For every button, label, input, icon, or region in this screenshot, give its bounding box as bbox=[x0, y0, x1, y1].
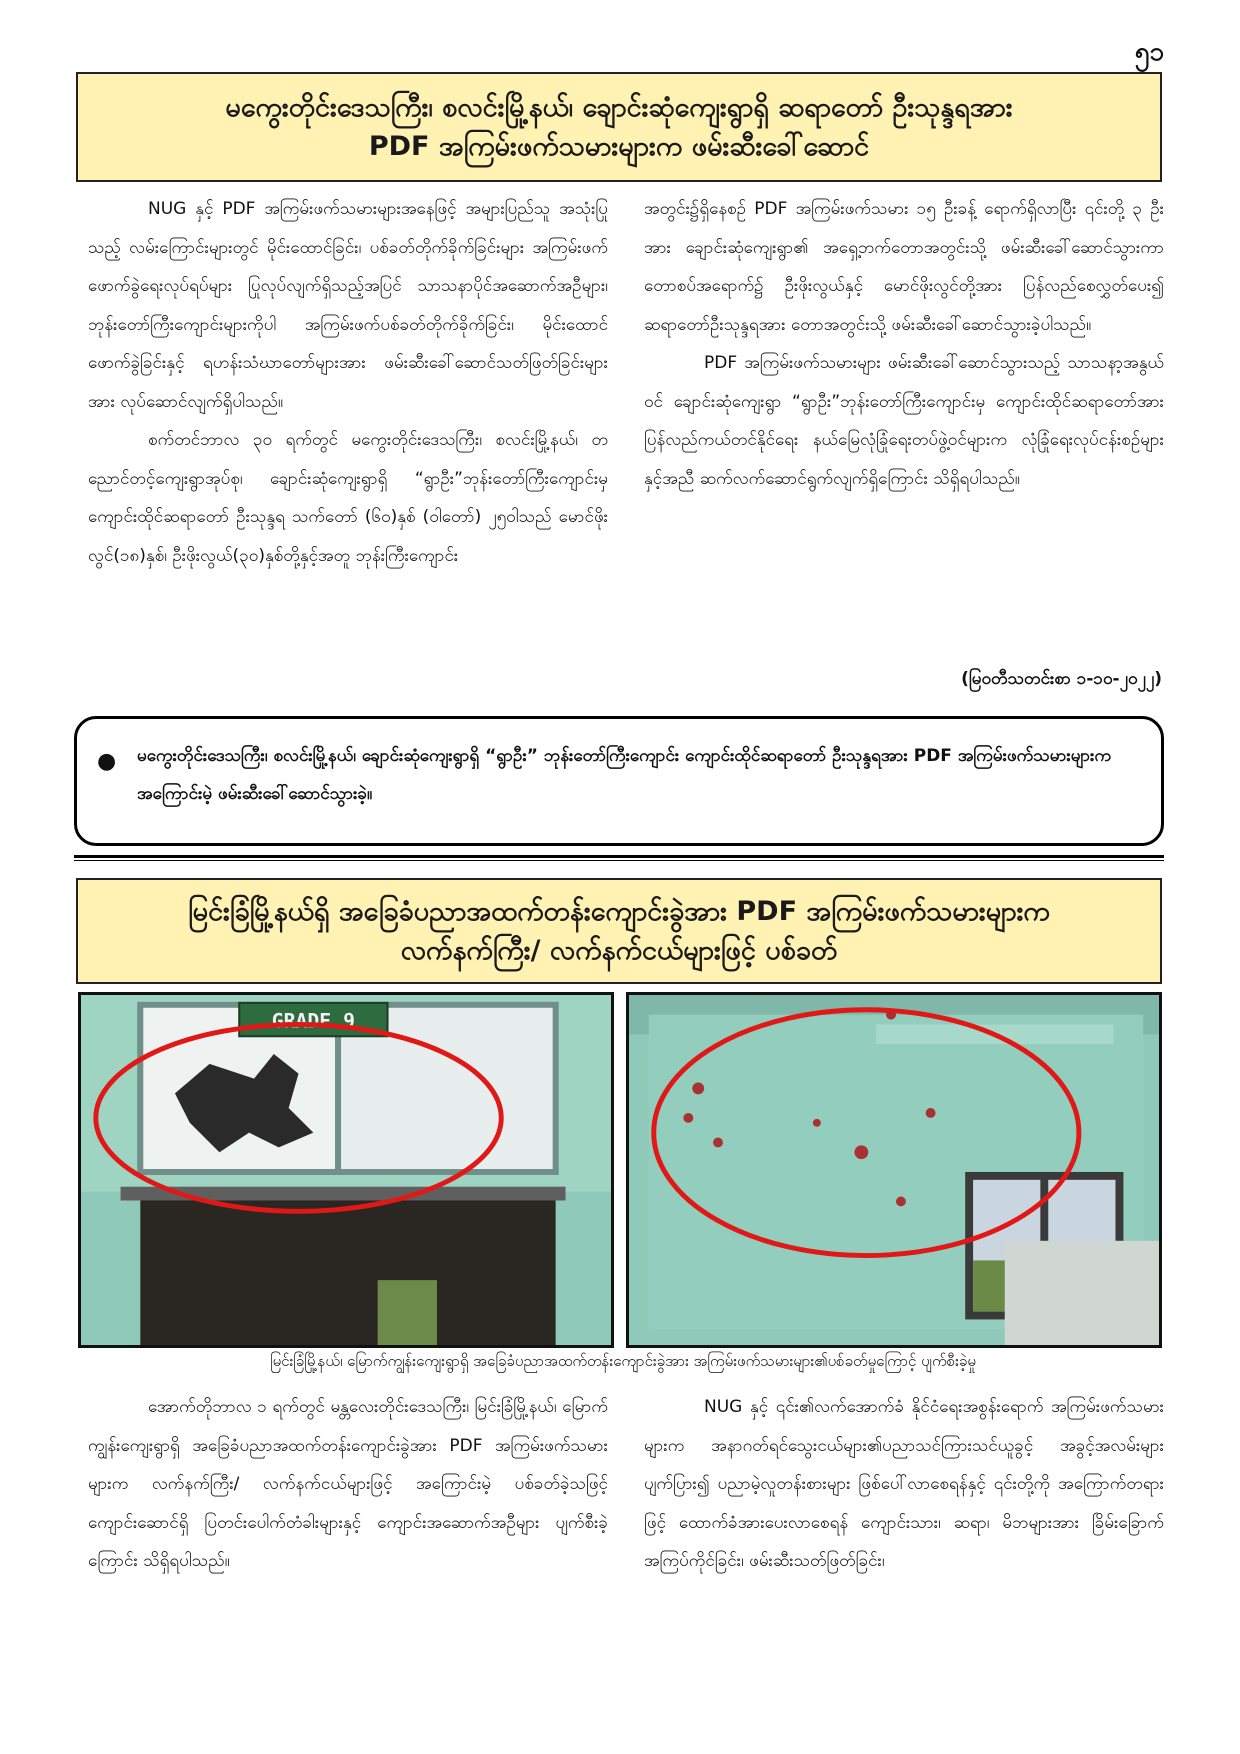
article1-headline bbox=[76, 72, 1162, 182]
article1-paragraph: NUG နှင့် PDF အကြမ်းဖက်သမားများအနေဖြင့် အများပြည်သူ အသုံးပြုသည့် လမ်းကြောင်းများတွင် မိုင်းထောင်ခြင်း၊ ပစ်ခတ်တိုက်ခိုက်ခြင်းများ အကြမ်းဖက်ဖောက်ခွဲရေးလုပ်ရပ်များ ပြုလုပ်လျက်ရှိသည့်အပြင် သာသနာပိုင်အဆောက်အဦများ၊ ဘုန်းတော်ကြီးကျောင်းများကိုပါ အကြမ်းဖက်ပစ်ခတ်တိုက်ခိုက်ခြင်း၊ မိုင်းထောင်ဖောက်ခွဲခြင်းနှင့် ရဟန်းသံဃာတော်များအား ဖမ်းဆီးခေါ်ဆောင်သတ်ဖြတ်ခြင်းများအား လုပ်ဆောင်လျက်ရှိပါသည်။ bbox=[88, 199, 608, 412]
summary-text: မကွေးတိုင်းဒေသကြီး၊ စလင်းမြို့နယ်၊ ချောင်းဆုံကျေးရွာရှိ “ရွာဦး” ဘုန်းတော်ကြီးကျောင်း ကျောင်းထိုင်ဆရာတော် ဦးသုန္ဒရအား PDF အကြမ်းဖက်သမားများက အကြောင်းမဲ့ ဖမ်းဆီးခေါ်ဆောင်သွားခဲ့။ bbox=[137, 746, 1112, 804]
article1-paragraph: PDF အကြမ်းဖက်သမားများ ဖမ်းဆီးခေါ်ဆောင်သွားသည့် သာသနာ့အနွယ်ဝင် ချောင်းဆုံကျေးရွာ “ရွာဦး”ဘုန်းတော်ကြီးကျောင်းမှ ကျောင်းထိုင်ဆရာတော်အား ပြန်လည်ကယ်တင်နိုင်ရေး နယ်မြေလုံခြုံရေးတပ်ဖွဲ့ဝင်များက လုံခြုံရေးလုပ်ငန်းစဉ်များနှင့်အညီ ဆက်လက်ဆောင်ရွက်လျက်ရှိကြောင်း သိရှိရပါသည်။ bbox=[644, 353, 1164, 489]
article1-left-column bbox=[88, 190, 608, 575]
article2-paragraph: NUG နှင့် ၎င်း၏လက်အောက်ခံ နိုင်ငံရေးအစွန်းရောက် အကြမ်းဖက်သမားများက အနာဂတ်ရင်သွေးငယ်များ၏ပညာသင်ကြားသင်ယူခွင့် အခွင့်အလမ်းများ ပျက်ပြား၍ ပညာမဲ့လူတန်းစားများ ဖြစ်ပေါ်လာစေရန်နှင့် ၎င်းတို့ကို အကြောက်တရားဖြင့် ထောက်ခံအားပေးလာစေရန် ကျောင်းသား၊ ဆရာ၊ မိဘများအား ခြိမ်းခြောက်အကြပ်ကိုင်ခြင်း၊ ဖမ်းဆီးသတ်ဖြတ်ခြင်း၊ bbox=[644, 1397, 1164, 1571]
grade-sign-text: GRADE.9 bbox=[271, 1009, 356, 1033]
article2-headline-line2: လက်နက်ကြီး/ လက်နက်ငယ်များဖြင့် ပစ်ခတ် bbox=[400, 935, 838, 966]
article1-paragraph: စက်တင်ဘာလ ၃၀ ရက်တွင် မကွေးတိုင်းဒေသကြီး၊ စလင်းမြို့နယ်၊ တညောင်တင့်ကျေးရွာအုပ်စု၊ ချောင်းဆုံကျေးရွာရှိ “ရွာဦး”ဘုန်းတော်ကြီးကျောင်းမှ ကျောင်းထိုင်ဆရာတော် ဦးသုန္ဒရ သက်တော် (၆၀)နှစ် (ဝါတော်) ၂၅ဝါသည် မောင်ဖိုးလွင်(၁၈)နှစ်၊ ဦးဖိုးလွယ်(၃၀)နှစ်တို့နှင့်အတူ ဘုန်းကြီးကျောင်း bbox=[88, 430, 608, 566]
article2-paragraph: အောက်တိုဘာလ ၁ ရက်တွင် မန္တလေးတိုင်းဒေသကြီး၊ မြင်းခြံမြို့နယ်၊ မြောက်ကျွန်းကျေးရွာရှိ အခြေခံပညာအထက်တန်းကျောင်းခွဲအား PDF အကြမ်းဖက်သမားများက လက်နက်ကြီး/ လက်နက်ငယ်များဖြင့် အကြောင်းမဲ့ ပစ်ခတ်ခဲ့သဖြင့် ကျောင်းဆောင်ရှိ ပြတင်းပေါက်တံခါးများနှင့် ကျောင်းအဆောက်အဦများ ပျက်စီးခဲ့ကြောင်း သိရှိရပါသည်။ bbox=[88, 1397, 608, 1571]
article2-headline-line1: မြင်းခြံမြို့နယ်ရှိ အခြေခံပညာအထက်တန်းကျောင်းခွဲအား PDF အကြမ်းဖက်သမားများက bbox=[188, 895, 1050, 927]
article1-headline-line2: PDF အကြမ်းဖက်သမားများက ဖမ်းဆီးခေါ်ဆောင် bbox=[368, 131, 870, 162]
article1-paragraph: အတွင်း၌ရှိနေစဉ် PDF အကြမ်းဖက်သမား ၁၅ ဦးခန့် ရောက်ရှိလာပြီး ၎င်းတို့ ၃ ဦးအား ချောင်းဆုံကျေးရွာ၏ အရှေ့ဘက်တောအတွင်းသို့ ဖမ်းဆီးခေါ်ဆောင်သွားကာ တောစပ်အရောက်၌ ဦးဖိုးလွယ်နှင့် မောင်ဖိုးလွင်တို့အား ပြန်လည်စေလွှတ်ပေး၍ ဆရာတော်ဦးသုန္ဒရအား တောအတွင်းသို့ ဖမ်းဆီးခေါ်ဆောင်သွားခဲ့ပါသည်။ bbox=[644, 199, 1164, 335]
section-divider bbox=[74, 860, 1164, 861]
bullet-marked-wall-illustration bbox=[629, 995, 1159, 1345]
broken-window-illustration bbox=[81, 995, 611, 1345]
bullet-icon: ● bbox=[97, 749, 117, 774]
article2-right-column bbox=[644, 1388, 1164, 1581]
photo-broken-window bbox=[78, 992, 614, 1348]
article1-source: (မြဝတီသတင်းစာ ၁-၁၀-၂၀၂၂) bbox=[961, 669, 1162, 689]
article2-left-column bbox=[88, 1388, 608, 1581]
photo-caption: မြင်းခြံမြို့နယ်၊ မြောက်ကျွန်းကျေးရွာရှိ အခြေခံပညာအထက်တန်းကျောင်းခွဲအား အကြမ်းဖက်သမားများ၏ပစ်ခတ်မှုကြောင့် ပျက်စီးခဲ့မှု bbox=[270, 1352, 976, 1370]
page-number: ၅၁ bbox=[1134, 37, 1164, 67]
article1-right-column bbox=[644, 190, 1164, 498]
article1-headline-line1: မကွေးတိုင်းဒေသကြီး၊ စလင်းမြို့နယ်၊ ချောင်းဆုံကျေးရွာရှိ ဆရာတော် ဦးသုန္ဒရအား bbox=[225, 91, 1013, 123]
article2-headline bbox=[76, 878, 1162, 984]
summary-box bbox=[74, 716, 1164, 846]
photo-bullet-marks bbox=[626, 992, 1162, 1348]
section-divider bbox=[74, 855, 1164, 858]
